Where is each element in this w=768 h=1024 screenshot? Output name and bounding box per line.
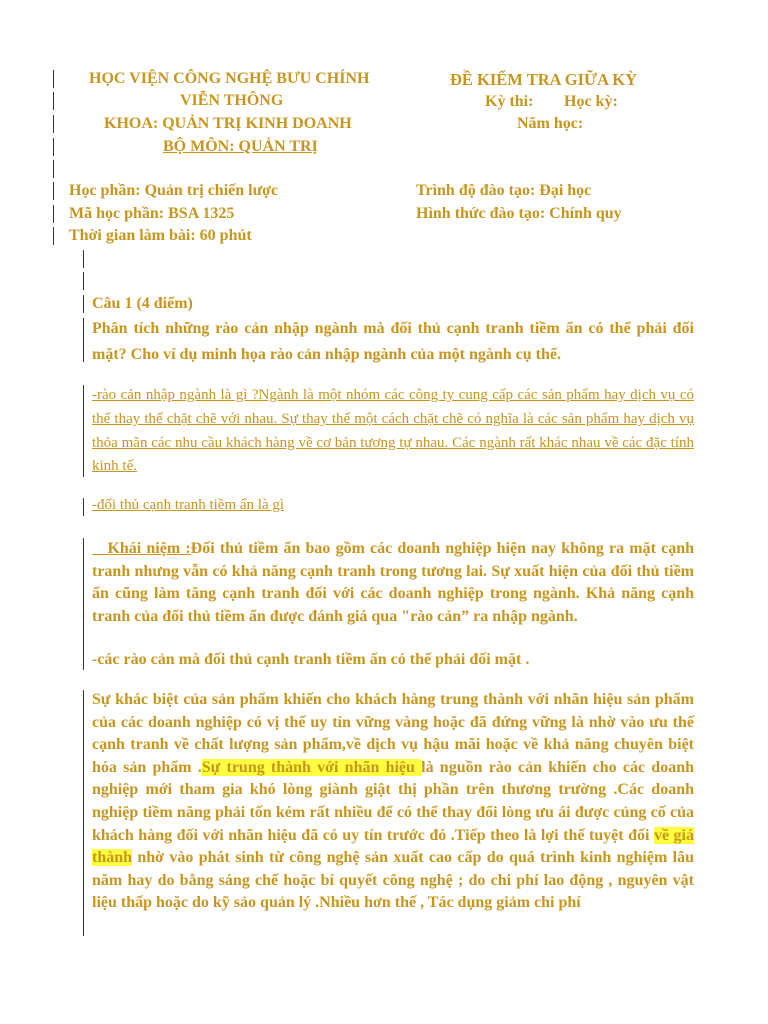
differentiation-paragraph [92,689,694,915]
year-label: Năm học: [517,115,584,132]
course-code: Mã học phần: BSA 1325 [69,205,235,222]
concept-label: Khái niệm : [92,540,191,557]
margin-bar [53,205,54,223]
differentiation-text-3: nhờ vào phát sinh từ công nghệ sản xuất cao cấp do quá trình kinh nghiệm lâu năm hay do bằng sáng chế hoặc bí quyết công nghệ ; do chi phí lao động , nguyên vật liệu thấp hoặc do kỹ sảo quản lý .Nhiều hơn thế , Tác dụng giảm chi phí [92,849,694,912]
margin-bar [83,538,84,670]
margin-bar [53,70,54,88]
margin-bar [83,385,84,477]
faculty-name: KHOA: QUẢN TRỊ KINH DOANH [104,115,352,132]
differentiation-text-1: Sự khác biệt của sản phẩm khiến cho khách hàng trung thành với nhãn hiệu sản phẩm của các doanh nghiệp có vị thế uy tín vững vàng hoặc đã đứng vững là nhờ vào ưu thế cạnh tranh về chất lượng sản phẩm,về dịch vụ hậu mãi hoặc về khả năng chuyên biệt hóa sản phẩm . [92,691,694,776]
exam-title: ĐỀ KIỂM TRA GIỮA KỲ [450,70,638,89]
exam-period-label: Kỳ thi: [485,93,534,110]
differentiation-text-2: là nguồn rào cản khiến cho các doanh nghiệp mới tham gia khó lòng giành giật thị phần trên thương trường .Các doanh nghiệp tiềm năng phải tốn kém rất nhiều để có thể thay đổi lòng ưu ái được củng cố của khách hàng đối với nhãn hiệu đã có uy tín trước đó .Tiếp theo là lợi thế tuyệt đối [92,758,694,844]
training-level: Trình độ đào tạo: Đại học [416,182,592,199]
industry-definition: -rào cản nhập ngành là gì ?Ngành là một nhóm các công ty cung cấp các sản phẩm hay dịch vụ có thể thay thế chặt chẽ với nhau. Sự thay thế một cách chặt chẽ có nghĩa là các sản phẩm hay dịch vụ thỏa mãn các nhu cầu khách hàng về cơ bản tương tự nhau. Các ngành rất khác nhau về các đặc tính kinh tế. [92,387,694,475]
margin-bar [83,295,84,313]
margin-bar [53,160,54,178]
institute-name-line1: HỌC VIỆN CÔNG NGHỆ BƯU CHÍNH [89,70,370,87]
question-title: Câu 1 (4 điểm) [92,295,193,312]
barriers-heading: -các rào cản mà đối thủ cạnh tranh tiềm ẩn có thể phải đối mặt . [92,651,530,668]
highlight-cost: về giá thành [92,826,695,867]
margin-bar [53,227,54,245]
exam-duration: Thời gian làm bài: 60 phút [69,227,252,244]
course-subject: Học phần: Quản trị chiến lược [69,182,279,199]
semester-label: Học kỳ: [564,93,618,110]
margin-bar [53,115,54,133]
potential-competitor-heading: -đối thủ cạnh tranh tiềm ẩn là gì [92,497,285,513]
margin-bar [83,272,84,290]
margin-bar [83,250,84,268]
highlight-brand-loyalty: Sự trung thành với nhãn hiệu [201,758,422,776]
concept-text: Đối thủ tiềm ẩn bao gồm các doanh nghiệp hiện nay không ra mặt cạnh tranh nhưng vẫn có khả năng cạnh tranh trong tương lai. Sự xuất hiện của đối thủ tiềm ẩn cũng làm tăng cạnh tranh đối với các doanh nghiệp trong ngành. Khả năng cạnh tranh của đối thủ tiềm ẩn được đánh giá qua "rào cản” ra nhập ngành. [92,540,695,625]
department-name: BỘ MÔN: QUẢN TRỊ [163,138,318,155]
training-mode: Hình thức đào tạo: Chính quy [416,205,622,222]
margin-bar [83,690,84,936]
margin-bar [83,498,84,516]
concept-paragraph [92,538,694,628]
margin-bar [53,138,54,156]
margin-bar [53,92,54,110]
margin-bar [53,182,54,200]
margin-bar [83,318,84,362]
question-text: Phân tích những rào cản nhập ngành mà đối thủ cạnh tranh tiềm ẩn có thể phải đối mặt? Cho ví dụ minh họa rào cản nhập ngành của một ngành cụ thể. [92,320,694,363]
institute-name-line2: VIỄN THÔNG [180,92,284,109]
